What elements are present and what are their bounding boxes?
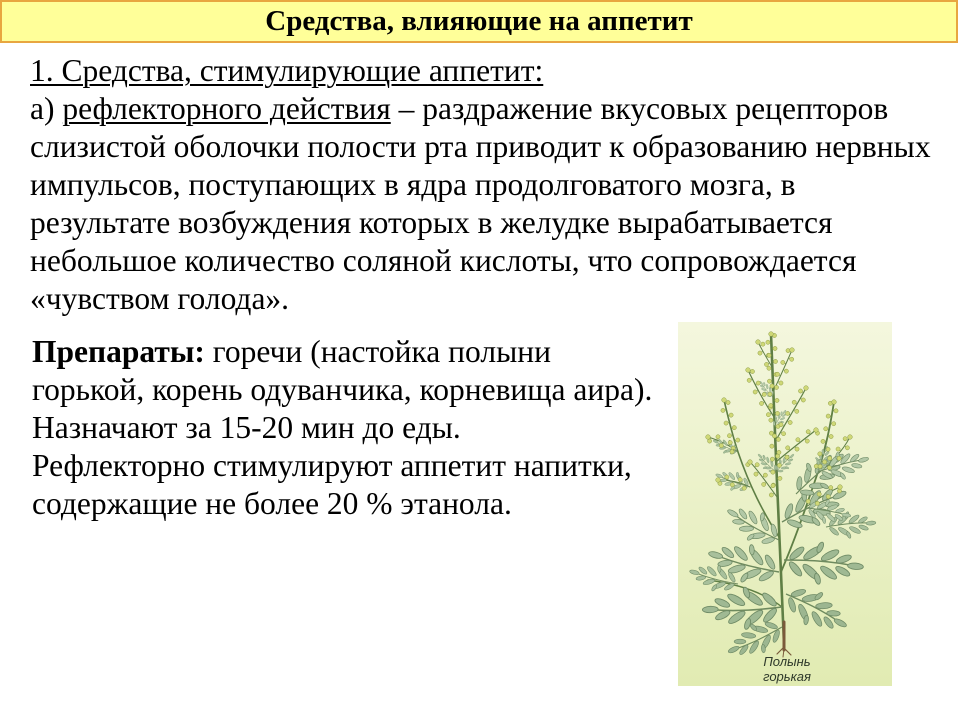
flower-head [785,455,789,459]
flower-head [796,438,800,442]
flower-head [775,372,779,376]
flower-head [838,485,843,490]
flower-head [746,368,751,373]
flower-head [801,398,805,402]
text-line: Рефлекторно стимулируют аппетит напитки, [32,448,632,483]
slide-title-bar [0,0,958,43]
flower-head [742,486,746,490]
flower-head [738,478,742,482]
flower-head [716,478,721,483]
flower-head [775,398,779,402]
flower-head [826,495,830,499]
flower-head [848,435,853,440]
flower-head [729,413,733,417]
figure-caption-line: Полынь [763,654,811,669]
flower-head [776,454,780,458]
flower-head [766,340,770,344]
flower-head [786,411,790,415]
flower-head [776,437,780,441]
flower-head [798,389,802,393]
text-line: «чувством голода». [30,281,290,316]
flower-head [767,379,771,383]
flower-head [769,418,773,422]
flower-head [795,447,799,451]
flower-head [727,434,731,438]
flower-head [806,499,810,503]
text-line: импульсов, поступающих в ядра продолговатого мозга, в [30,167,796,202]
flower-head [832,400,837,405]
flower-head [824,427,828,431]
flower-head [790,357,794,361]
flower-head [754,472,758,476]
flower-head [773,346,777,350]
flower-head [764,362,768,366]
text-line: небольшое количество соляной кислоты, что сопровождается [30,243,857,278]
flower-head [769,332,774,337]
flower-head [795,409,799,413]
flower-head [778,476,782,480]
flower-head [792,400,796,404]
wormwood-figure [678,322,892,686]
flower-head [726,400,730,404]
flower-head [817,492,821,496]
flower-head [806,430,810,434]
flower-head [753,390,757,394]
reflex-action-text-block [30,52,931,318]
flower-head [755,463,759,467]
flower-head [770,457,774,461]
reflex-action-definition-start: – раздражение вкусовых рецепторов [390,91,889,126]
flower-head [771,484,775,488]
flower-head [784,369,788,373]
flower-head [827,466,831,470]
flower-head [845,446,849,450]
text-line: содержащие не более 20 % этанола. [32,486,512,521]
flower-head [725,475,729,479]
flower-head [832,422,836,426]
flower-head [719,443,723,447]
flower-head [706,435,711,440]
flower-head [771,470,775,474]
flower-head [814,428,819,433]
flower-head [805,439,809,443]
flower-head [829,485,833,489]
figure-caption [754,654,820,684]
flower-head [829,434,833,438]
reflex-action-term: рефлекторного действия [62,91,391,126]
flower-head [748,460,753,465]
flower-head [767,366,771,370]
flower-head [768,392,772,396]
flower-head [767,353,771,357]
flower-head [821,439,825,443]
flower-head [763,473,767,477]
plant-illustration [678,322,892,686]
flower-head [769,493,773,497]
flower-head [762,392,766,396]
flower-head [730,483,734,487]
flower-head [823,460,827,464]
flower-head [770,444,774,448]
flower-head [814,464,818,468]
flower-head [818,464,822,468]
flower-head [826,447,830,451]
flower-head [747,378,751,382]
text-line: Назначают за 15-20 мин до еды. [32,410,461,445]
preparations-label: Препараты: [32,334,205,369]
flower-head [781,432,785,436]
text-line: результате возбуждения которых в желудке вырабатывается [30,205,833,240]
flower-head [790,348,795,353]
flower-head [818,452,822,456]
flower-head [826,414,830,418]
flower-head [781,360,785,364]
flower-head [779,381,783,385]
flower-head [708,439,712,443]
preparations-text-block [32,333,652,523]
flower-head [724,421,728,425]
flower-head [756,381,760,385]
flower-head [762,482,766,486]
section-heading: 1. Средства, стимулирующие аппетит: [30,53,544,88]
flower-head [722,398,727,403]
flower-head [750,369,754,373]
figure-caption-line: горькая [763,669,811,684]
flower-head [775,411,779,415]
flower-head [759,401,763,405]
flower-head [728,440,732,444]
flower-head [730,450,734,454]
list-marker: а) [30,91,63,126]
flower-head [804,386,809,391]
flower-head [766,413,770,417]
flower-head [736,438,740,442]
flower-head [815,501,819,505]
preparations-first-line [32,333,652,371]
text-line: горькой, корень одуванчика, корневища аира). [32,372,653,407]
flower-head [836,447,840,451]
flower-head [721,408,725,412]
flower-head [732,426,736,430]
flower-head [716,435,720,439]
flower-head [788,420,792,424]
flower-head [756,340,761,345]
reflex-action-first-line [30,90,931,128]
flower-head [786,446,790,450]
flower-head [769,403,773,407]
flower-head [777,463,781,467]
flower-head [770,384,774,388]
flower-head [843,437,847,441]
flower-head [779,423,783,427]
preparations-list-start: горечи (настойка полыни [204,334,551,369]
text-line: слизистой оболочки полости рта приводит к образованию нервных [30,129,931,164]
flower-head [772,434,776,438]
flower-head [773,359,777,363]
flower-head [834,409,838,413]
slide-title: Средства, влияющие на аппетит [265,5,693,37]
flower-head [837,456,841,460]
flower-head [761,342,765,346]
flower-head [828,456,832,460]
flower-head [758,351,762,355]
